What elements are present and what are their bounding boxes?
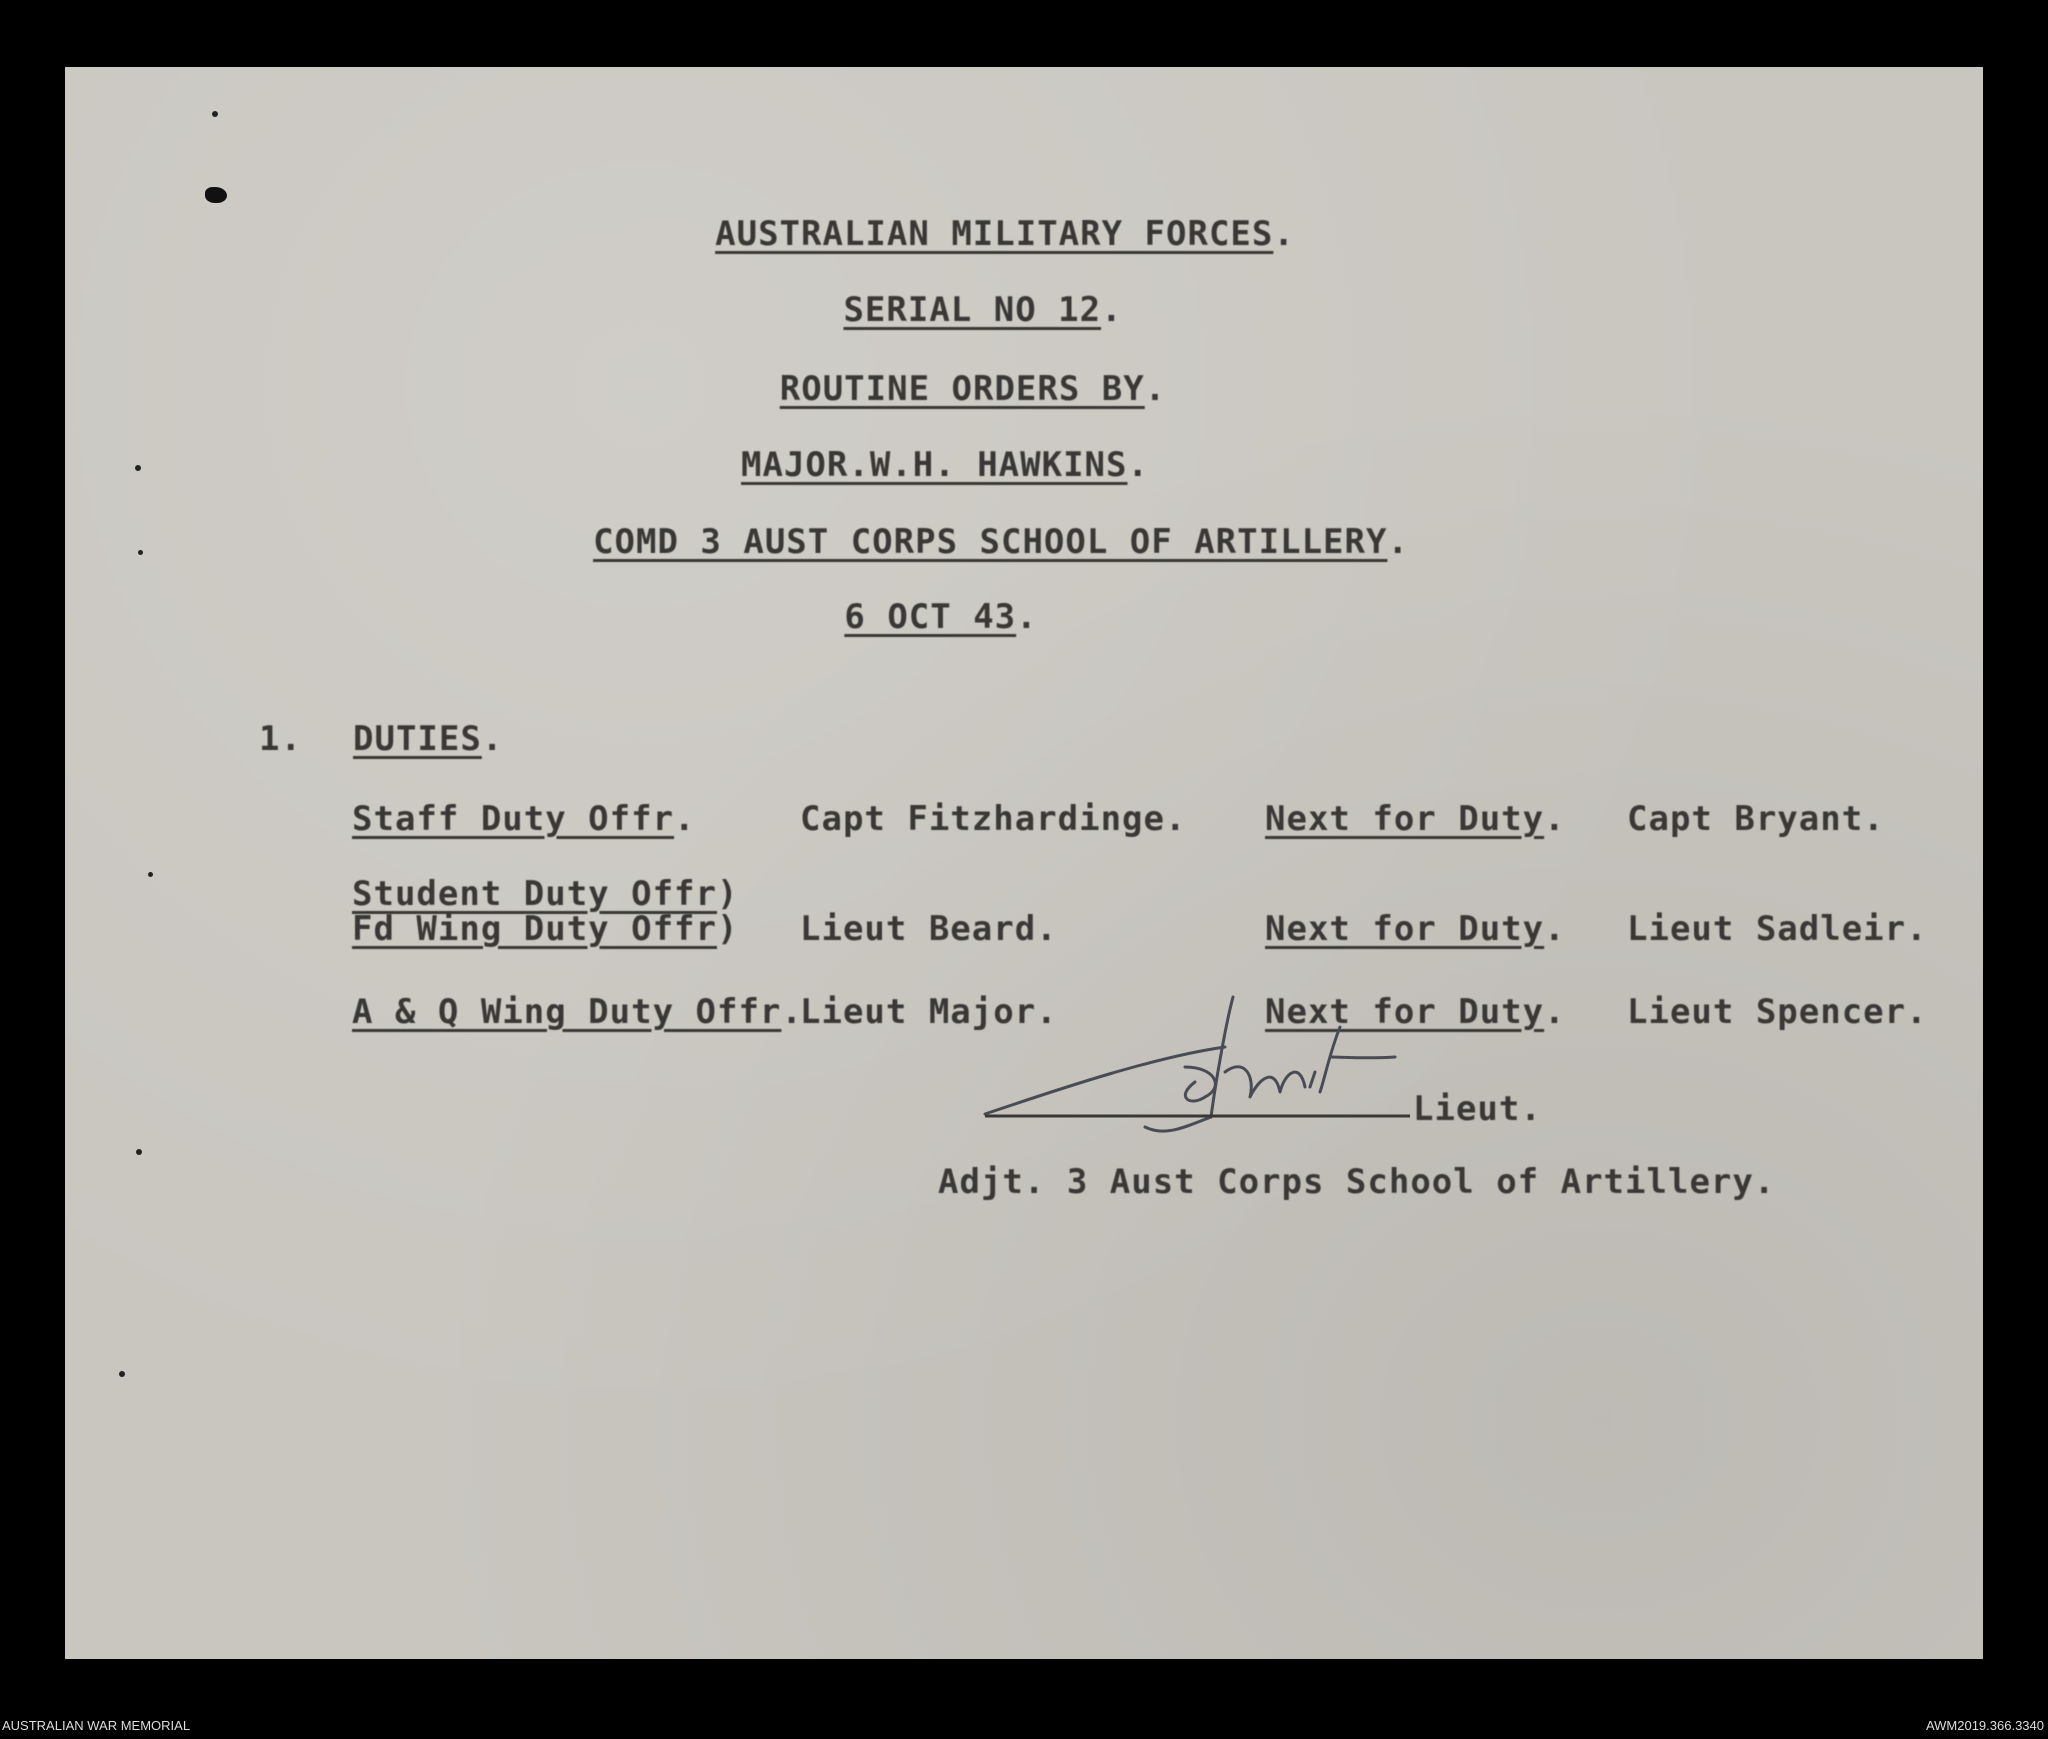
next-for-duty-label: Next for Duty.	[1265, 909, 1566, 949]
commander-name: MAJOR.W.H. HAWKINS.	[741, 445, 1149, 485]
paper-speck	[135, 465, 141, 471]
duty-officer: Capt Fitzhardinge.	[800, 799, 1187, 839]
paper-speck	[136, 1149, 142, 1155]
next-duty-officer: Lieut Sadleir.	[1627, 909, 1928, 949]
duty-role: A & Q Wing Duty Offr.	[352, 992, 803, 1032]
next-for-duty-label: Next for Duty.	[1265, 992, 1566, 1032]
signatory-rank: Lieut.	[1413, 1089, 1542, 1129]
duty-role: Student Duty Offr)	[352, 874, 739, 914]
next-duty-officer: Lieut Spencer.	[1627, 992, 1928, 1032]
routine-orders-heading: ROUTINE ORDERS BY.	[779, 369, 1167, 409]
document-page	[65, 67, 1983, 1659]
order-date: 6 OCT 43.	[844, 597, 1038, 637]
header-title: AUSTRALIAN MILITARY FORCES.	[715, 214, 1295, 254]
duty-officer: Lieut Beard.	[800, 909, 1058, 949]
footer-accession-number: AWM2019.366.3340	[1925, 1718, 2044, 1733]
handwritten-signature	[65, 67, 1983, 1659]
next-for-duty-label: Next for Duty.	[1265, 799, 1566, 839]
paper-speck	[212, 111, 218, 117]
section-number: 1.	[259, 719, 302, 759]
commander-unit: COMD 3 AUST CORPS SCHOOL OF ARTILLERY.	[593, 522, 1409, 562]
paper-tear-mark	[205, 187, 227, 203]
paper-speck	[138, 550, 143, 555]
footer-credit: AUSTRALIAN WAR MEMORIAL	[2, 1718, 191, 1733]
paper-speck	[119, 1371, 125, 1377]
duty-role-secondary: Fd Wing Duty Offr)	[352, 909, 739, 949]
next-duty-officer: Capt Bryant.	[1627, 799, 1885, 839]
paper-speck	[148, 872, 153, 877]
serial-number: SERIAL NO 12.	[843, 290, 1123, 330]
section-title: DUTIES.	[353, 719, 504, 759]
signatory-appointment: Adjt. 3 Aust Corps School of Artillery.	[938, 1162, 1776, 1202]
duty-role: Staff Duty Offr.	[352, 799, 696, 839]
duty-officer: Lieut Major.	[800, 992, 1058, 1032]
